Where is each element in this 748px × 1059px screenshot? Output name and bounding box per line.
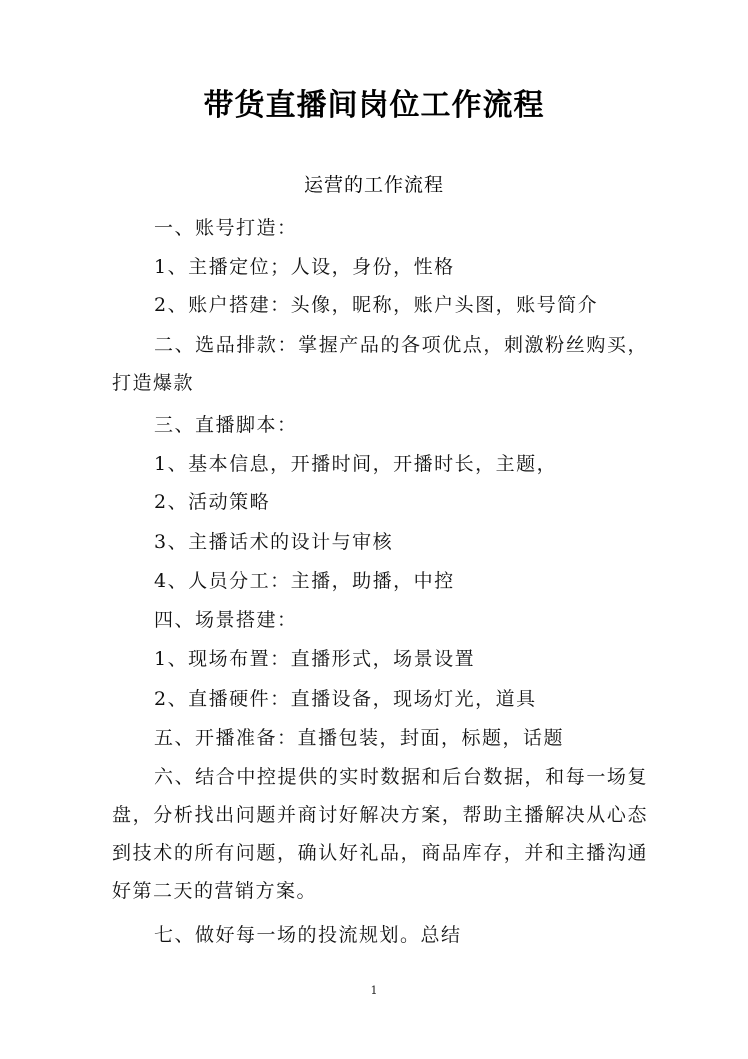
heading-scene-setup: 四、场景搭建： [154,609,298,631]
list-item-venue-layout: 1、现场布置：直播形式，场景设置 [154,648,476,670]
list-item-live-hardware: 2、直播硬件：直播设备，现场灯光，道具 [154,688,537,710]
heading-launch-preparation: 五、开播准备：直播包装，封面，标题，话题 [154,727,565,749]
heading-traffic-planning: 七、做好每一场的投流规划。总结 [154,924,462,946]
list-item-staff-roles: 4、人员分工：主播，助播，中控 [154,570,455,592]
paragraph-product-selection: 二、选品排款：掌握产品的各项优点，刺激粉丝购买，打造爆款 [112,334,648,394]
list-item-script-review: 3、主播话术的设计与审核 [154,531,394,553]
list-item-activity-strategy: 2、活动策略 [154,491,271,513]
document-title: 带货直播间岗位工作流程 [203,88,545,123]
section-heading: 运营的工作流程 [303,174,444,196]
heading-live-script: 三、直播脚本： [154,414,298,436]
list-item-host-positioning: 1、主播定位；人设，身份，性格 [154,256,455,278]
page-number: 1 [370,984,378,997]
list-item-account-setup: 2、账户搭建：头像，昵称，账户头图，账号简介 [154,294,599,316]
paragraph-data-review: 六、结合中控提供的实时数据和后台数据，和每一场复盘，分析找出问题并商讨好解决方案，帮助主播解决从心态到技术的所有问题，确认好礼品，商品库存，并和主播沟通好第二天的营销方案。 [112,766,648,902]
list-item-basic-info: 1、基本信息，开播时间，开播时长，主题， [154,453,558,475]
heading-account-building: 一、账号打造： [154,217,298,239]
